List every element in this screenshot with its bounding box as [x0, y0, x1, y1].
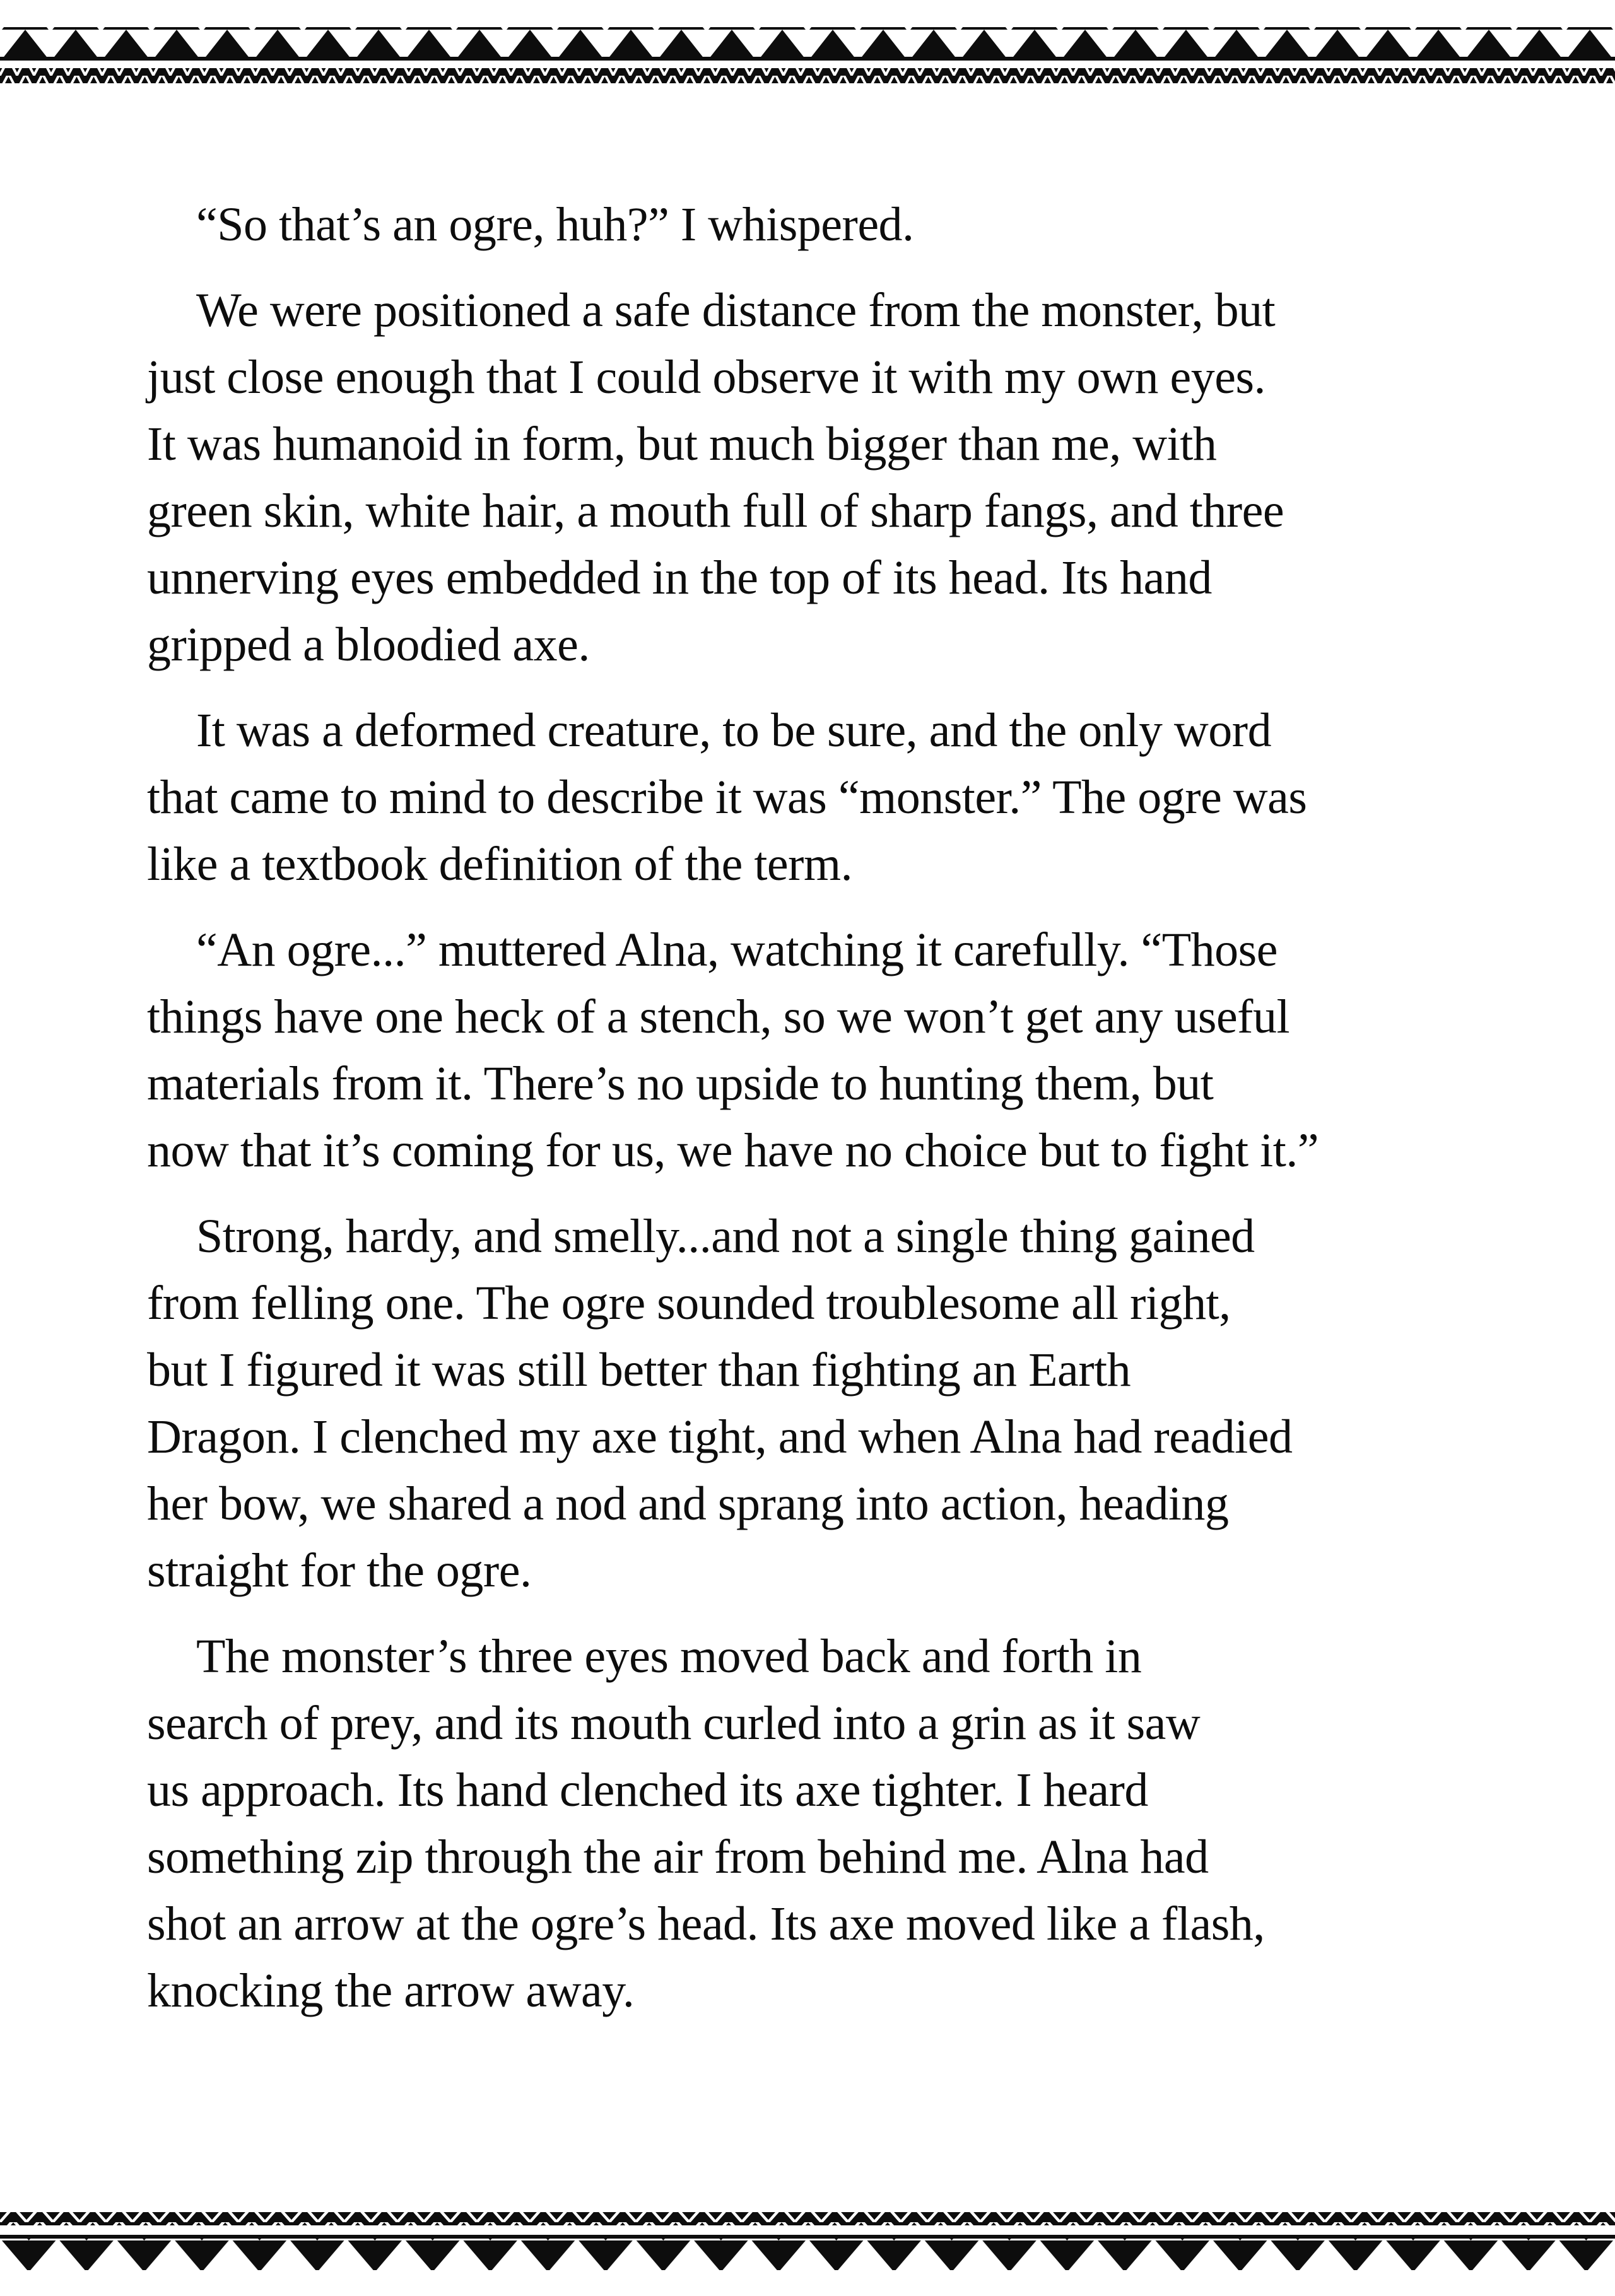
text-line: Dragon. I clenched my axe tight, and when Alna had readied [147, 1410, 1293, 1463]
text-line: search of prey, and its mouth curled into a grin as it saw [147, 1697, 1201, 1750]
text-line: unnerving eyes embedded in the top of its head. Its hand [147, 551, 1212, 604]
text-line: something zip through the air from behind me. Alna had [147, 1830, 1209, 1883]
text-line: materials from it. There’s no upside to hunting them, but [147, 1057, 1214, 1110]
divider-line [0, 57, 1615, 61]
text-line: The monster’s three eyes moved back and forth in [196, 1630, 1142, 1683]
bottom-border-ornament [0, 2209, 1615, 2296]
text-line: from felling one. The ogre sounded troublesome all right, [147, 1277, 1231, 1330]
text-line: “So that’s an ogre, huh?” I whispered. [196, 198, 914, 251]
zigzag-band [0, 2212, 1615, 2225]
text-line: just close enough that I could observe it with my own eyes. [147, 351, 1266, 404]
text-line: straight for the ogre. [147, 1544, 532, 1597]
text-line: now that it’s coming for us, we have no choice but to fight it.” [147, 1124, 1319, 1177]
text-line: gripped a bloodied axe. [147, 618, 590, 671]
text-line: knocking the arrow away. [147, 1964, 635, 2017]
text-line: her bow, we shared a nod and sprang into action, heading [147, 1477, 1229, 1530]
text-line: We were positioned a safe distance from the monster, but [196, 284, 1276, 337]
text-line: like a textbook definition of the term. [147, 838, 853, 891]
top-border-ornament [0, 0, 1615, 88]
text-line: but I figured it was still better than fighting an Earth [147, 1344, 1131, 1397]
paragraph [147, 1623, 1497, 2024]
text-line: “An ogre...” muttered Alna, watching it carefully. “Those [196, 923, 1277, 976]
text-line: things have one heck of a stench, so we won’t get any useful [147, 990, 1290, 1043]
text-line: shot an arrow at the ogre’s head. Its axe moved like a flash, [147, 1897, 1265, 1950]
bottom-border-graphic [0, 2209, 1615, 2296]
top-border-graphic [0, 0, 1615, 88]
paragraph [147, 277, 1497, 678]
text-line: It was a deformed creature, to be sure, and the only word [196, 704, 1272, 757]
paragraph [147, 191, 1497, 258]
paragraph [147, 697, 1497, 898]
divider-line [0, 2235, 1615, 2239]
text-line: that came to mind to describe it was “monster.” The ogre was [147, 771, 1307, 824]
triangle-row [0, 2239, 1615, 2270]
page-text [147, 191, 1497, 2024]
paragraph [147, 917, 1497, 1184]
text-line: green skin, white hair, a mouth full of sharp fangs, and three [147, 484, 1284, 537]
paragraph [147, 1203, 1497, 1604]
zigzag-band [0, 68, 1615, 83]
triangle-row [0, 27, 1615, 57]
text-line: Strong, hardy, and smelly...and not a single thing gained [196, 1210, 1255, 1263]
text-line: It was humanoid in form, but much bigger than me, with [147, 418, 1217, 471]
text-line: us approach. Its hand clenched its axe tighter. I heard [147, 1764, 1148, 1817]
